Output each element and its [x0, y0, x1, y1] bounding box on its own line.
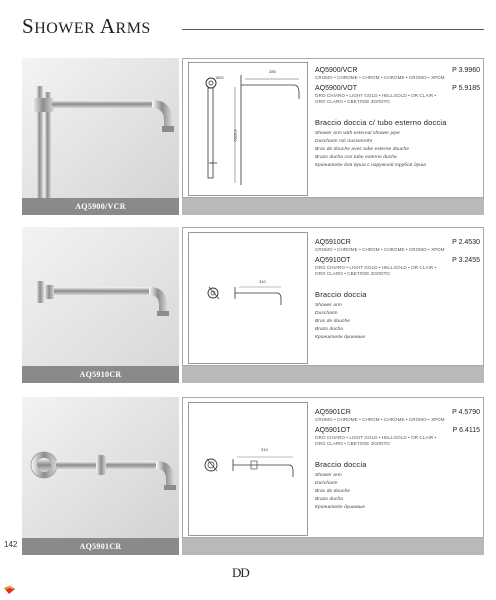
description-line: Shower arm — [315, 473, 342, 478]
technical-drawing-2 — [188, 232, 308, 364]
price-row — [315, 84, 480, 93]
dim-label-1c: 6025.8 — [232, 129, 238, 142]
description-line: Кронштейн для душа с наружной трубой душа — [315, 163, 426, 168]
finish-text: CROMO • CHROME • CHROM • CHROME • CROMO • ХРОМ — [315, 417, 445, 422]
description-line: Duscharm — [315, 481, 338, 486]
product-photo-1 — [22, 58, 179, 198]
product-code: AQ5910CR — [315, 239, 351, 246]
product-price: P 5.9185 — [452, 85, 480, 92]
description-title: Braccio doccia — [315, 460, 367, 469]
description-title: Braccio doccia — [315, 290, 367, 299]
product-code: AQ5900/VCR — [315, 67, 358, 74]
description-line: Bras de douche avec tube externe douche — [315, 147, 410, 152]
product-price: P 4.5790 — [452, 409, 480, 416]
description-line: Duscharm mit Aussenrohr — [315, 139, 373, 144]
title-rest-1: HOWER — [34, 20, 100, 37]
shower-arm-photo-1 — [22, 58, 179, 198]
price-row — [315, 66, 480, 75]
product-photo-2 — [22, 227, 179, 366]
description-line: Brazo ducha con tubo externo ducha — [315, 155, 397, 160]
description-line: Duscharm — [315, 311, 338, 316]
product-price: P 3.2455 — [452, 257, 480, 264]
shower-arm-photo-2 — [22, 227, 179, 366]
pdf-icon — [3, 582, 16, 592]
title-initial-2: A — [99, 14, 116, 38]
title-initial-1: S — [22, 14, 35, 38]
dim-label-1a: 285 — [269, 69, 276, 74]
product-code: AQ5901CR — [315, 409, 351, 416]
description-line: Shower arm with external shower pipe — [315, 131, 400, 136]
price-row — [315, 408, 480, 417]
title-rest-2: RMS — [115, 20, 151, 37]
product-caption-1: AQ5900/VCR — [22, 198, 179, 215]
price-row — [315, 256, 480, 265]
technical-drawing-1 — [188, 62, 308, 196]
description-line: Кронштейн душевые — [315, 505, 366, 510]
page-number: 142 — [4, 540, 18, 549]
product-info-3 — [315, 408, 480, 512]
finish-text: ORO CHIARO • LIGHT GOLD • HELLGOLD • OR CLAIR • ORO CLARO • СВЕТЛОЕ ЗОЛОТО — [315, 93, 437, 104]
product-info-2 — [315, 238, 480, 342]
dim-label-1b: Ø25 — [216, 75, 224, 80]
product-panel-bar-2 — [182, 366, 484, 383]
description-title: Braccio doccia c/ tubo esterno doccia — [315, 118, 447, 127]
product-panel-bar-3 — [182, 538, 484, 555]
product-code: AQ5910OT — [315, 257, 351, 264]
product-caption-3: AQ5901CR — [22, 538, 179, 555]
product-price: P 3.9960 — [452, 67, 480, 74]
product-code: AQ5900/VOT — [315, 85, 358, 92]
product-price: P 2.4530 — [452, 239, 480, 246]
product-code: AQ5901OT — [315, 427, 351, 434]
finish-text: CROMO • CHROME • CHROM • CHROME • CROMO • ХРОМ — [315, 247, 445, 252]
description-line: Bras de douche — [315, 489, 351, 494]
brand-logo: DD — [232, 565, 249, 580]
description-line: Brazo ducha — [315, 327, 344, 332]
description-line: Brazo ducha — [315, 497, 344, 502]
technical-drawing-3 — [188, 402, 308, 536]
dim-label-3a: 310 — [261, 447, 268, 452]
finish-text: CROMO • CHROME • CHROM • CHROME • CROMO • ХРОМ — [315, 75, 445, 80]
product-caption-2: AQ5910CR — [22, 366, 179, 383]
description-line: Кронштейн душевые — [315, 335, 366, 340]
title-rule — [182, 29, 484, 30]
product-panel-bar-1 — [182, 198, 484, 215]
finish-text: ORO CHIARO • LIGHT GOLD • HELLGOLD • OR CLAIR • ORO CLARO • СВЕТЛОЕ ЗОЛОТО — [315, 435, 437, 446]
product-info-1 — [315, 66, 480, 170]
page-title — [22, 14, 151, 39]
shower-arm-photo-3 — [22, 397, 179, 538]
description-line: Shower arm — [315, 303, 342, 308]
drawing-1-svg — [189, 63, 307, 195]
finish-text: ORO CHIARO • LIGHT GOLD • HELLGOLD • OR CLAIR • ORO CLARO • СВЕТЛОЕ ЗОЛОТО — [315, 265, 437, 276]
dim-label-2a: 310 — [259, 279, 266, 284]
price-row — [315, 238, 480, 247]
product-price: P 6.4115 — [452, 427, 480, 434]
drawing-2-svg — [189, 233, 307, 363]
product-photo-3 — [22, 397, 179, 538]
drawing-3-svg — [189, 403, 307, 535]
description-line: Bras de douche — [315, 319, 351, 324]
price-row — [315, 426, 480, 435]
